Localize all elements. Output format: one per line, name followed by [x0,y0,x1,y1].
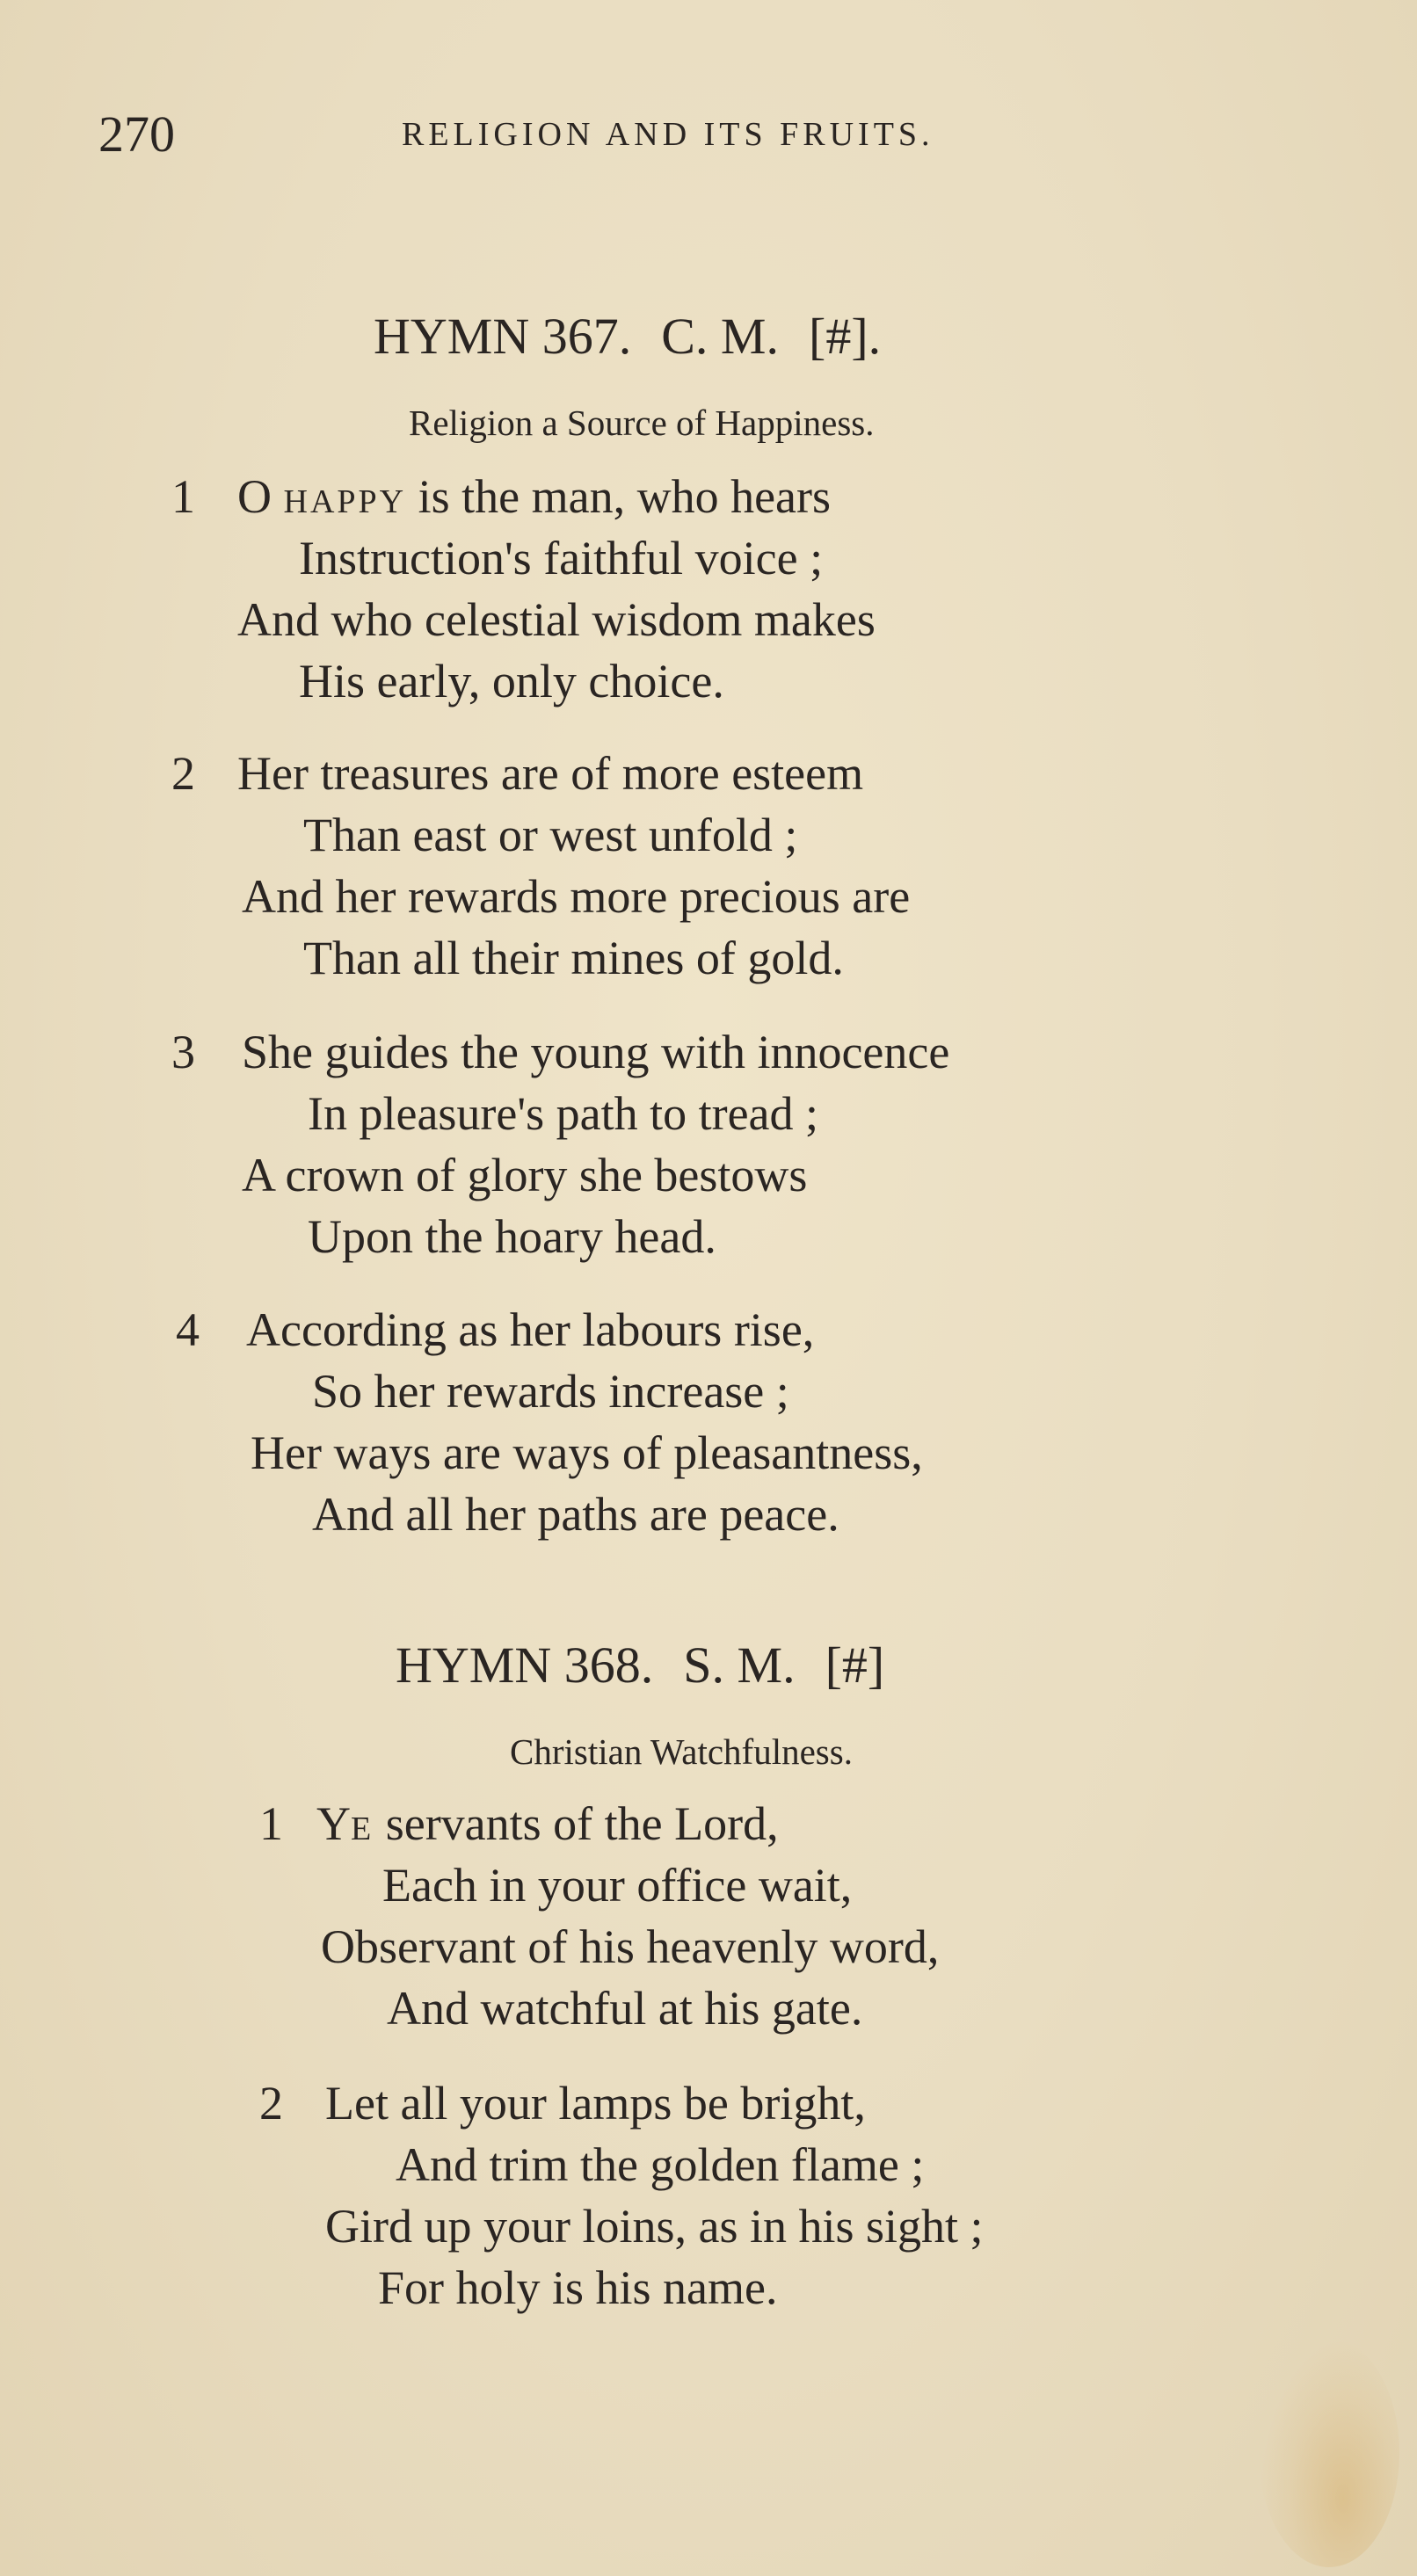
opening-letter: O [237,470,272,523]
running-head: RELIGION AND ITS FRUITS. [402,116,934,153]
line-text: is the man, who hears [406,470,831,523]
hymn-367-subtitle: Religion a Source of Happiness. [409,403,875,443]
book-page: 270 RELIGION AND ITS FRUITS. HYMN 367. C. M. [#]. Religion a Source of Happiness. 1 O happy is the man, who hears Instruction's faithful voice ; And who celestial wisdom makes His early, only choice. 2 Her treasures are of more esteem Than east or west unfold ; And her rewards more precious are Than all their mines of gold. 3 She guides the young with innocence In pleasure's path to tread ; A crown of glory she bestows Upon the hoary head. 4 According as her labours rise, So her rewards increase ; Her ways are ways of pleasantness, And all her paths are peace. HYMN 368. S. M. [#] Christian Watchfulness. 1 Ye servants of the Lord, Each in your office wait, Observant of his heavenly word, And watchful at his gate. 2 Let all your lamps be bright, And trim the golden flame ; Gird up your loins, as in his sight ; For holy is his name. [0,0,1417,2576]
stanza-number: 3 [171,1026,195,1078]
line-text: servants of the Lord, [374,1797,779,1850]
opening-word: e [351,1797,374,1850]
stanza-number: 1 [259,1797,283,1850]
hymn-368-title [396,1635,884,1696]
page-header [98,104,1065,165]
stanza-number: 1 [171,470,195,523]
paper-stain [1259,2339,1399,2567]
hymn-368-subtitle: Christian Watchfulness. [510,1731,853,1772]
hymn-number: HYMN 367. [374,308,632,365]
page-number: 270 [98,105,175,163]
hymn-meter: C. M. [661,308,779,365]
hymn-tune-mark: [#] [825,1636,885,1694]
stanza-number: 2 [171,747,195,800]
stanza-number: 2 [259,2077,283,2130]
hymn-tune-mark: [#]. [809,308,882,365]
hymn-number: HYMN 368. [396,1636,654,1694]
opening-word: happy [283,470,407,523]
hymn-meter: S. M. [683,1636,796,1694]
stanza-number: 4 [176,1303,200,1356]
hymn-367-title [374,306,881,367]
opening-letter: Y [316,1797,351,1850]
